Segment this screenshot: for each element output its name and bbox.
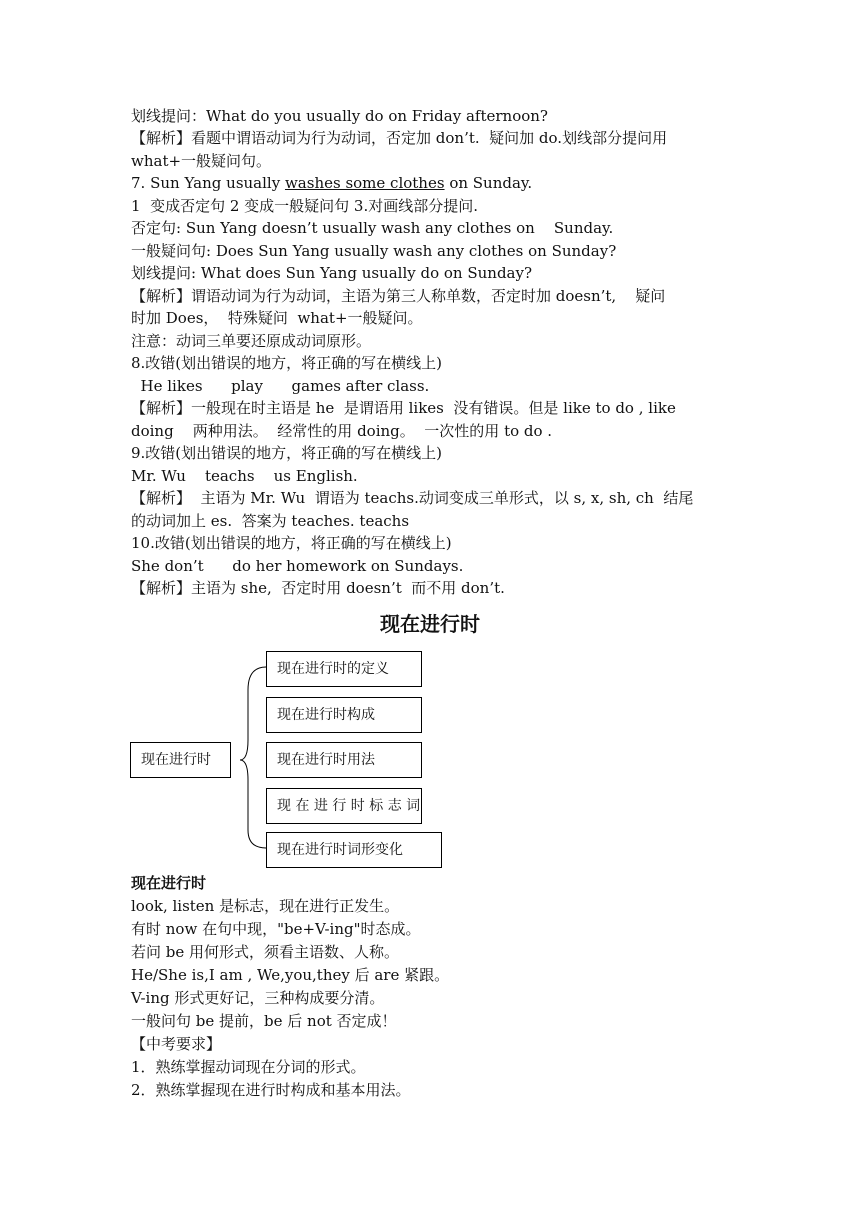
diagram-root-box: 现在进行时 bbox=[130, 742, 231, 778]
poem-line: look, listen 是标志，现在进行正发生。 bbox=[131, 897, 400, 915]
diagram-branch-box: 现在进行时构成 bbox=[266, 697, 422, 733]
text-line: 【解析】看题中谓语动词为行为动词，否定加 don’t. 疑问加 do.划线部分提问用 bbox=[131, 129, 668, 147]
requirement-item: 2．熟练掌握现在进行时构成和基本用法。 bbox=[131, 1081, 411, 1099]
text-line: 时加 Does， 特殊疑问 what+一般疑问。 bbox=[131, 309, 423, 327]
poem-line: 一般问句 be 提前，be 后 not 否定成！ bbox=[131, 1012, 397, 1030]
text-line: 否定句: Sun Yang doesn’t usually wash any clothes on Sunday. bbox=[131, 219, 614, 237]
text-line: 10.改错(划出错误的地方，将正确的写在横线上) bbox=[131, 534, 452, 552]
poem-line: 有时 now 在句中现，"be+V-ing"时态成。 bbox=[131, 920, 421, 938]
text-line: 划线提问: What does Sun Yang usually do on Sunday? bbox=[131, 264, 533, 282]
diagram-branch-box: 现在进行时用法 bbox=[266, 742, 422, 778]
text-line: 8.改错(划出错误的地方，将正确的写在横线上) bbox=[131, 354, 443, 372]
poem-line: He/She is,I am , We,you,they 后 are 紧跟。 bbox=[131, 966, 450, 984]
underlined-phrase: washes some clothes bbox=[284, 174, 445, 192]
text-line: 1 变成否定句 2 变成一般疑问句 3.对画线部分提问. bbox=[131, 197, 479, 215]
requirements-title: 【中考要求】 bbox=[131, 1035, 222, 1053]
poem-title: 现在进行时 bbox=[131, 874, 207, 892]
poem-line: 若问 be 用何形式，须看主语数、人称。 bbox=[131, 943, 400, 961]
text-line: 一般疑问句: Does Sun Yang usually wash any clothes on Sunday? bbox=[131, 242, 617, 260]
text-line: 注意：动词三单要还原成动词原形。 bbox=[131, 332, 372, 350]
text-line: doing 两种用法。 经常性的用 doing。 一次性的用 to do . bbox=[131, 422, 553, 440]
text-line: She don’t do her homework on Sundays. bbox=[131, 557, 464, 575]
diagram-branch-box: 现 在 进 行 时 标 志 词 bbox=[266, 788, 422, 824]
text-line: 【解析】一般现在时主语是 he 是谓语用 likes 没有错误。但是 like to do , like bbox=[131, 399, 676, 417]
diagram-branch-box: 现在进行时的定义 bbox=[266, 651, 422, 687]
requirement-item: 1．熟练掌握动词现在分词的形式。 bbox=[131, 1058, 366, 1076]
text-line: 【解析】主语为 she, 否定时用 doesn’t 而不用 don’t. bbox=[131, 579, 505, 597]
text-segment: on Sunday. bbox=[444, 174, 533, 192]
section-heading: 现在进行时 bbox=[380, 612, 480, 636]
text-line: 【解析】 主语为 Mr. Wu 谓语为 teachs.动词变成三单形式，以 s, x, sh, ch 结尾 bbox=[131, 489, 694, 507]
text-line: 9.改错(划出错误的地方，将正确的写在横线上) bbox=[131, 444, 443, 462]
text-line: 【解析】谓语动词为行为动词，主语为第三人称单数，否定时加 doesn’t, 疑问 bbox=[131, 287, 666, 305]
text-segment: 7. Sun Yang usually bbox=[131, 174, 285, 192]
text-line: 的动词加上 es. 答案为 teaches. teachs bbox=[131, 512, 410, 530]
text-line: He likes play games after class. bbox=[131, 377, 430, 395]
poem-line: V-ing 形式更好记，三种构成要分清。 bbox=[131, 989, 385, 1007]
text-line: 划线提问：What do you usually do on Friday afternoon? bbox=[131, 107, 548, 125]
diagram-branch-box: 现在进行时词形变化 bbox=[266, 832, 442, 868]
text-line: what+一般疑问句。 bbox=[131, 152, 272, 170]
text-line: Mr. Wu teachs us English. bbox=[131, 467, 358, 485]
